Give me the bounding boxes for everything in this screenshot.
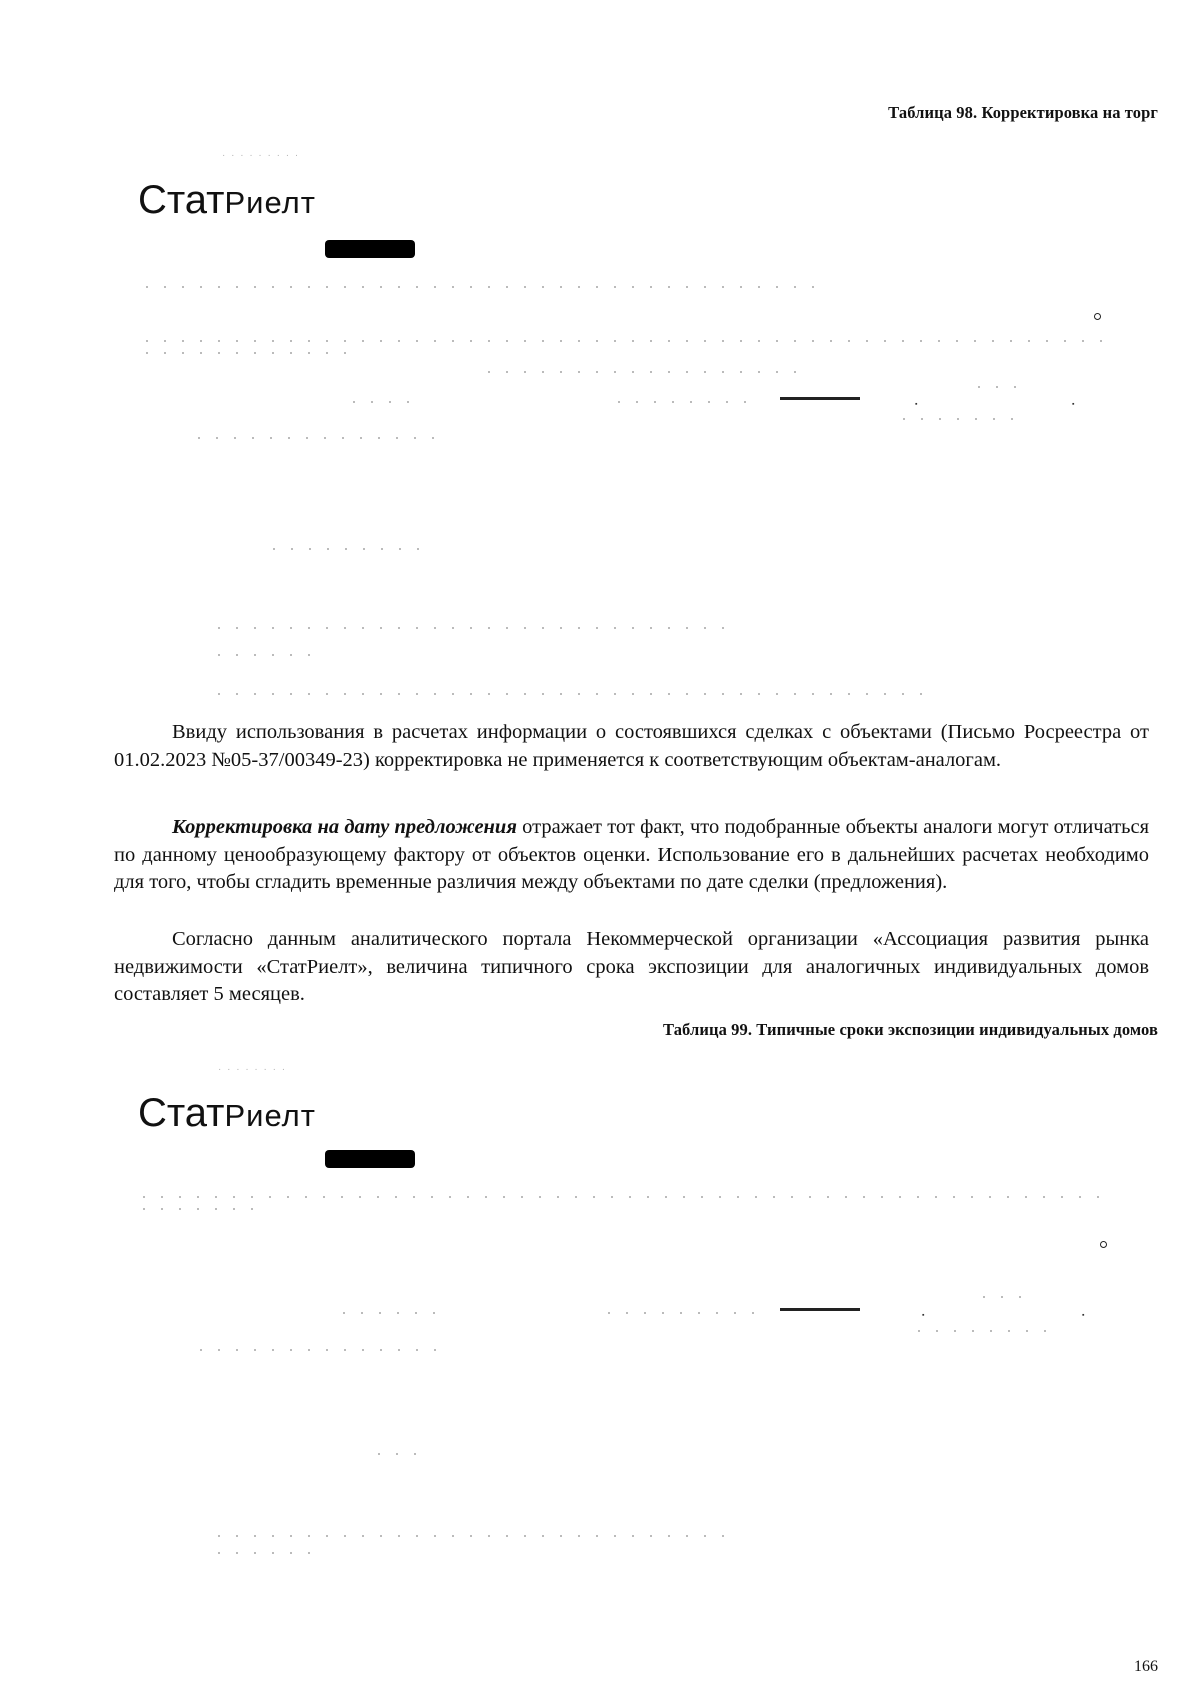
faded-column-header [910,1330,1050,1332]
faded-column-header [600,1312,760,1314]
faded-text-row [210,1552,320,1554]
faded-column-header [335,1312,445,1314]
faded-text-row [970,386,1020,388]
faded-text-row [480,371,810,373]
circle-icon [1100,1241,1107,1248]
faded-subtitle-row [138,286,826,288]
faded-column-header [895,418,1025,420]
faded-text-row [265,548,425,550]
faded-text-row [975,1296,1035,1298]
faded-text-row [210,1535,730,1537]
paragraph-3: Согласно данным аналитического портала Некоммерческой организации «Ассоциация развития рынка недвижимости «СтатРиелт», величина типичного срока экспозиции для аналогичных индивидуальных домов составляет 5 месяцев. [114,928,1149,1005]
faded-text-row [138,340,1108,342]
column-mark: ▪ [922,1312,925,1319]
column-mark: ▪ [1072,401,1075,408]
faded-text-row [138,352,358,354]
faded-subtitle-row [135,1208,265,1210]
faded-header-text: · · · · · · · · · [222,150,300,161]
paragraph-1: Ввиду использования в расчетах информации о состоявшихся сделках с объектами (Письмо Росреестра от 01.02.2023 №05-37/00349-23) корректировка не применяется к соответствующим объектам-аналогам. [114,721,1149,771]
faded-text-row [192,1349,442,1351]
paragraph-2-text: отражает тот факт, что подобранные объекты аналоги могут отличаться по данному ценообразующему фактору от объектов оценки. Использование его в дальнейших расчетах необходимо для того, чтобы сгладить временные различия между объектами по дате сделки (предложения). [114,816,1150,893]
column-mark: ▪ [1082,1312,1085,1319]
faded-text-row [210,693,930,695]
table-99-caption: Таблица 99. Типичные сроки экспозиции индивидуальных домов [663,1020,1158,1039]
paragraph-2 [114,814,1149,897]
table-98-caption: Таблица 98. Корректировка на торг [888,103,1158,122]
column-header-mark [780,397,860,400]
faded-text-row [370,1453,430,1455]
blacked-out-button-1 [325,240,415,258]
faded-text-row [210,627,730,629]
column-header-mark [780,1308,860,1311]
faded-subtitle-row [135,1196,1110,1198]
faded-header-text: · · · · · · · · [218,1064,287,1075]
statrielt-logo-2: СтатРиелт [138,1091,316,1135]
statrielt-logo-1: СтатРиелт [138,178,316,222]
column-mark: ▪ [915,401,918,408]
faded-column-header [345,401,425,403]
blacked-out-button-2 [325,1150,415,1168]
page-number: 166 [1134,1658,1158,1675]
paragraph-2-emphasis: Корректировка на дату предложения [172,816,517,838]
circle-icon [1094,313,1101,320]
faded-text-row [190,437,440,439]
faded-column-header [610,401,760,403]
faded-text-row [210,654,320,656]
